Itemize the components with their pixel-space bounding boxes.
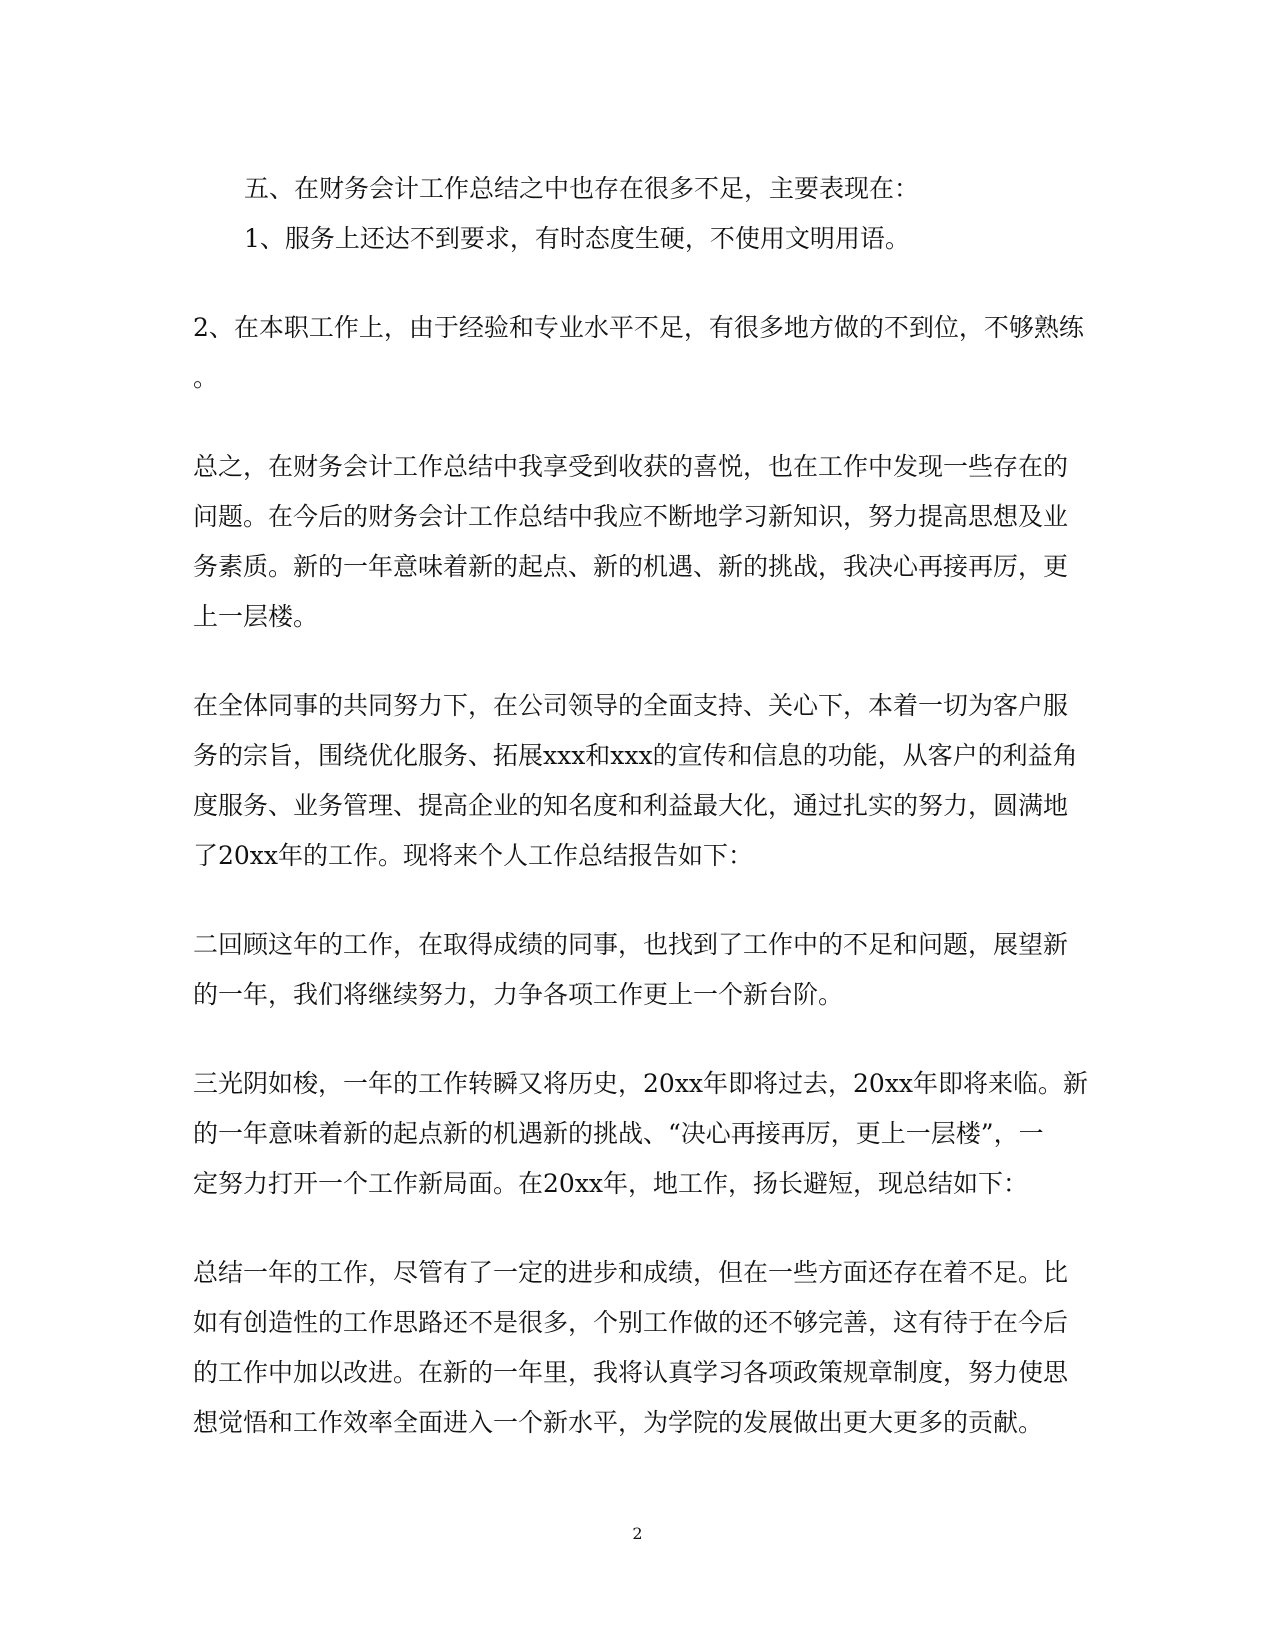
paragraph-conclusion bbox=[193, 1248, 1088, 1448]
paragraph-line: 在全体同事的共同努力下，在公司领导的全面支持、关心下，本着一切为客户服 bbox=[193, 691, 1069, 720]
paragraph-line: 五、在财务会计工作总结之中也存在很多不足，主要表现在： bbox=[244, 174, 920, 203]
paragraph-line: 如有创造性的工作思路还不是很多，个别工作做的还不够完善，这有待于在今后 bbox=[193, 1308, 1069, 1337]
paragraph-line: 。 bbox=[193, 363, 219, 392]
paragraph-line: 二回顾这年的工作，在取得成绩的同事，也找到了工作中的不足和问题，展望新 bbox=[193, 930, 1069, 959]
paragraph-item-2 bbox=[193, 303, 1088, 403]
paragraph-summary bbox=[193, 442, 1088, 642]
page-number: 2 bbox=[632, 1524, 643, 1543]
paragraph-line: 的工作中加以改进。在新的一年里，我将认真学习各项政策规章制度，努力使思 bbox=[193, 1358, 1069, 1387]
paragraph-line: 务的宗旨，围绕优化服务、拓展xxx和xxx的宣传和信息的功能，从客户的利益角 bbox=[193, 741, 1078, 770]
document-body bbox=[193, 164, 1088, 1448]
paragraph-five-intro bbox=[193, 164, 1088, 214]
paragraph-time-flies bbox=[193, 1059, 1088, 1209]
paragraph-line: 总结一年的工作，尽管有了一定的进步和成绩，但在一些方面还存在着不足。比 bbox=[193, 1258, 1069, 1287]
paragraph-line: 1、服务上还达不到要求，有时态度生硬，不使用文明用语。 bbox=[244, 224, 910, 253]
paragraph-line: 2、在本职工作上，由于经验和专业水平不足，有很多地方做的不到位，不够熟练 bbox=[193, 313, 1084, 342]
paragraph-line: 三光阴如梭，一年的工作转瞬又将历史，20xx年即将过去，20xx年即将来临。新 bbox=[193, 1069, 1089, 1098]
paragraph-line: 定努力打开一个工作新局面。在20xx年，地工作，扬长避短，现总结如下： bbox=[193, 1169, 1029, 1198]
paragraph-item-1 bbox=[193, 214, 1088, 264]
paragraph-line: 想觉悟和工作效率全面进入一个新水平，为学院的发展做出更大更多的贡献。 bbox=[193, 1408, 1044, 1437]
paragraph-line: 了20xx年的工作。现将来个人工作总结报告如下： bbox=[193, 841, 754, 870]
paragraph-line: 上一层楼。 bbox=[193, 602, 319, 631]
paragraph-line: 总之，在财务会计工作总结中我享受到收获的喜悦，也在工作中发现一些存在的 bbox=[193, 452, 1069, 481]
paragraph-line: 度服务、业务管理、提高企业的知名度和利益最大化，通过扎实的努力，圆满地 bbox=[193, 791, 1069, 820]
paragraph-line: 的一年，我们将继续努力，力争各项工作更上一个新台阶。 bbox=[193, 980, 844, 1009]
paragraph-line: 问题。在今后的财务会计工作总结中我应不断地学习新知识，努力提高思想及业 bbox=[193, 502, 1069, 531]
paragraph-review bbox=[193, 920, 1088, 1020]
paragraph-line: 务素质。新的一年意味着新的起点、新的机遇、新的挑战，我决心再接再厉，更 bbox=[193, 552, 1069, 581]
paragraph-colleagues bbox=[193, 681, 1088, 881]
paragraph-line: 的一年意味着新的起点新的机遇新的挑战、“决心再接再厉，更上一层楼”，一 bbox=[193, 1119, 1044, 1148]
